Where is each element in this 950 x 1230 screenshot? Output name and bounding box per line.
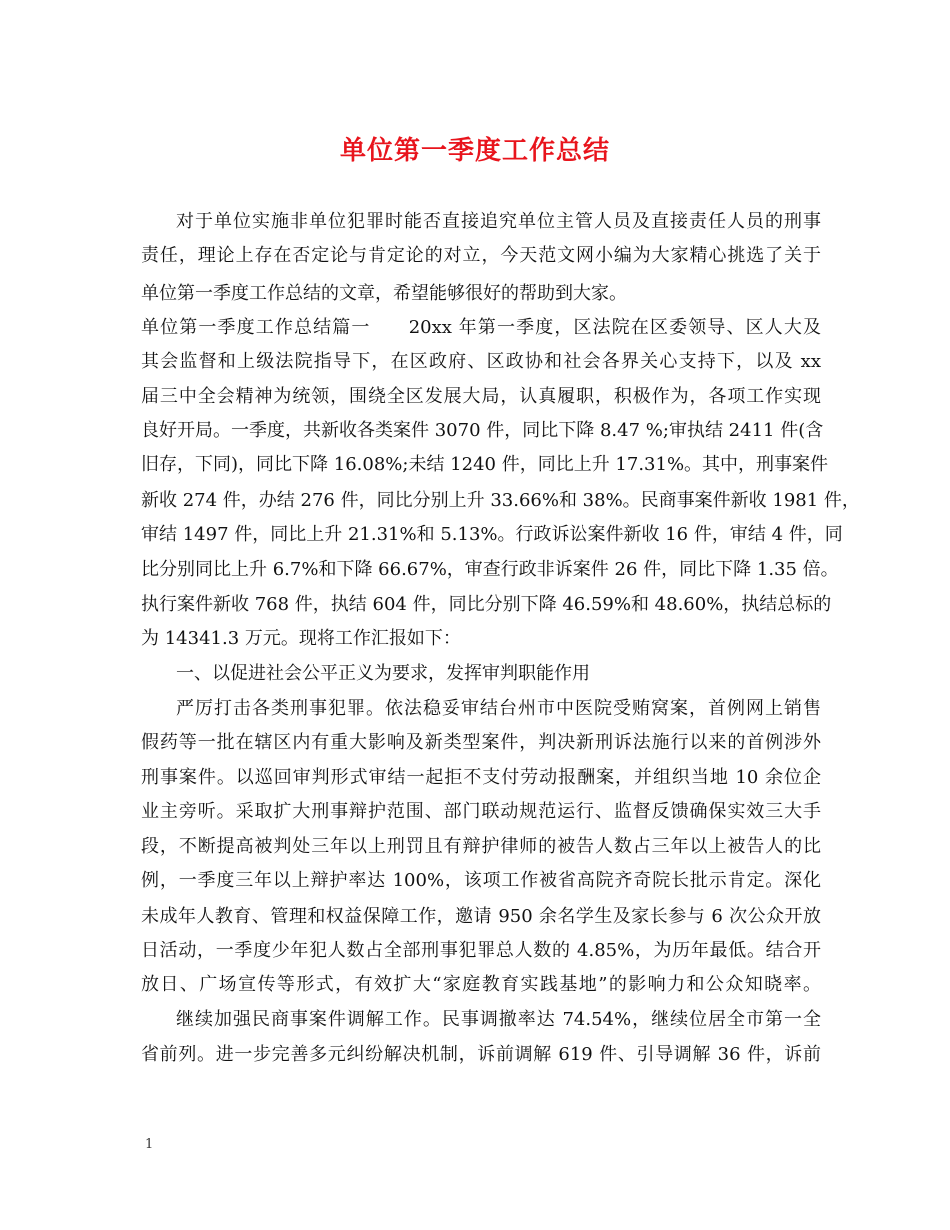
paragraph-line: 责任，理论上存在否定论与肯定论的对立，今天范文网小编为大家精心挑选了关于 [141, 245, 821, 266]
paragraph-line: 旧存，下同)，同比下降 16.08%;未结 1240 件，同比上升 17.31%。其中，刑事案件 [141, 454, 829, 475]
paragraph-line: 假药等一批在辖区内有重大影响及新类型案件，判决新刑诉法施行以来的首例涉外 [141, 732, 821, 753]
paragraph-line: 新收 274 件，办结 276 件，同比分别上升 33.66%和 38%。民商事案件新收 1981 件， [141, 490, 860, 511]
paragraph-line: 审结 1497 件，同比上升 21.31%和 5.13%。行政诉讼案件新收 16 件，审结 4 件，同 [141, 524, 843, 545]
paragraph-line: 未成年人教育、管理和权益保障工作，邀请 950 余名学生及家长参与 6 次公众开放 [141, 906, 821, 927]
paragraph-line: 执行案件新收 768 件，执结 604 件，同比分别下降 46.59%和 48.60%，执结总标的 [141, 594, 832, 615]
paragraph-line: 对于单位实施非单位犯罪时能否直接追究单位主管人员及直接责任人员的刑事 [176, 211, 821, 232]
document-title: 单位第一季度工作总结 [339, 136, 610, 166]
paragraph-line: 单位第一季度工作总结篇一 20xx 年第一季度，区法院在区委领导、区人大及 [141, 317, 821, 338]
paragraph-line: 良好开局。一季度，共新收各类案件 3070 件，同比下降 8.47 %;审执结 2411 件(含 [141, 420, 824, 441]
paragraph-line: 为 14341.3 万元。现将工作汇报如下： [141, 628, 461, 649]
paragraph-line: 段，不断提高被判处三年以上刑罚且有辩护律师的被告人数占三年以上被告人的比 [141, 836, 821, 857]
paragraph-line: 刑事案件。以巡回审判形式审结一起拒不支付劳动报酬案，并组织当地 10 余位企 [141, 767, 821, 788]
paragraph-line: 业主旁听。采取扩大刑事辩护范围、部门联动规范运行、监督反馈确保实效三大手 [141, 801, 821, 822]
section-heading: 一、以促进社会公平正义为要求，发挥审判职能作用 [176, 663, 590, 684]
paragraph-line: 日活动，一季度少年犯人数占全部刑事犯罪总人数的 4.85%，为历年最低。结合开 [141, 940, 821, 961]
paragraph-line: 比分别同比上升 6.7%和下降 66.67%，审查行政非诉案件 26 件，同比下降 1.35 倍。 [141, 559, 839, 580]
paragraph-line: 继续加强民商事案件调解工作。民事调撤率达 74.54%，继续位居全市第一全 [176, 1009, 821, 1030]
paragraph-line: 放日、广场宣传等形式，有效扩大“家庭教育实践基地”的影响力和公众知晓率。 [141, 974, 821, 995]
paragraph-line: 例，一季度三年以上辩护率达 100%，该项工作被省高院齐奇院长批示肯定。深化 [141, 870, 821, 891]
paragraph-line: 届三中全会精神为统领，围绕全区发展大局，认真履职，积极作为，各项工作实现 [141, 386, 821, 407]
paragraph-line: 省前列。进一步完善多元纠纷解决机制，诉前调解 619 件、引导调解 36 件，诉前 [141, 1044, 821, 1065]
paragraph-line: 单位第一季度工作总结的文章，希望能够很好的帮助到大家。 [141, 283, 627, 304]
paragraph-line: 严厉打击各类刑事犯罪。依法稳妥审结台州市中医院受贿窝案，首例网上销售 [176, 698, 821, 719]
page-number: 1 [145, 1137, 154, 1152]
paragraph-line: 其会监督和上级法院指导下，在区政府、区政协和社会各界关心支持下，以及 xx [141, 351, 821, 372]
